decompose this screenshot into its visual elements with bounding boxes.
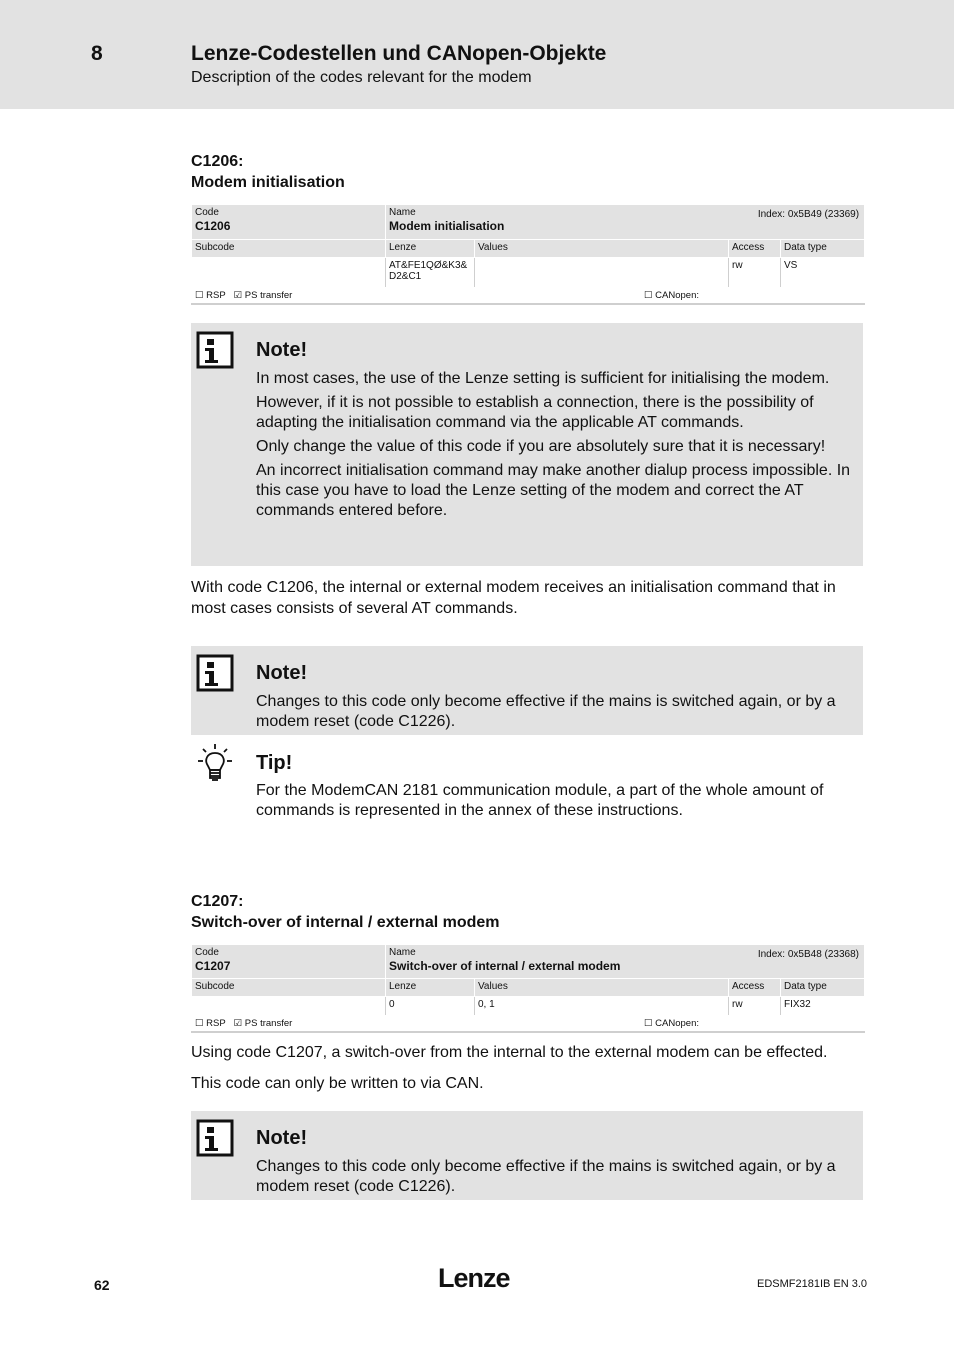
c1207-heading xyxy=(191,891,500,933)
index-value: Index: 0x5B49 (23369) xyxy=(757,209,860,220)
chapter-subtitle: Description of the codes relevant for the modem xyxy=(191,69,532,86)
info-icon xyxy=(196,331,234,369)
info-icon xyxy=(196,654,234,692)
note-heading: Note! xyxy=(256,1127,308,1149)
name-cell: Name Modem initialisation Index: 0x5B49 (23369) xyxy=(386,205,865,240)
access-header: Access xyxy=(729,979,781,997)
document-id: EDSMF2181IB EN 3.0 xyxy=(757,1278,868,1290)
access-value: rw xyxy=(729,258,781,288)
lenze-value: 0 xyxy=(386,997,475,1016)
datatype-value: VS xyxy=(781,258,865,288)
note-heading: Note! xyxy=(256,662,308,684)
note-body: Changes to this code only become effective if the mains is switched again, or by a modem reset (code C1226). xyxy=(256,1158,836,1195)
code-cell: Code C1207 xyxy=(192,945,386,979)
code-value: C1207 xyxy=(195,959,231,973)
note-paragraph: Only change the value of this code if you are absolutely sure that it is necessary! xyxy=(256,438,826,455)
subcode-header: Subcode xyxy=(192,240,386,258)
name-value: Switch-over of internal / external modem xyxy=(389,959,621,973)
canopen-checkbox: ☐ CANopen: xyxy=(644,1018,699,1029)
lenze-header: Lenze xyxy=(386,240,475,258)
c1206-code-table xyxy=(191,204,865,305)
subcode-value xyxy=(192,997,386,1016)
values-value: 0, 1 xyxy=(475,997,729,1016)
note-box-2 xyxy=(191,646,863,735)
tip-heading: Tip! xyxy=(256,752,293,774)
tip-body: For the ModemCAN 2181 communication module, a part of the whole amount of commands is represented in the annex of these instructions. xyxy=(256,782,824,819)
note-paragraph: An incorrect initialisation command may make another dialup process impossible. In this case you have to load the Lenze setting of the modem and correct the AT commands entered before. xyxy=(256,462,851,519)
note-box-1 xyxy=(191,323,863,566)
values-header: Values xyxy=(475,979,729,997)
c1207-body-text-2: This code can only be written to via CAN. xyxy=(191,1075,484,1092)
subcode-value xyxy=(192,258,386,288)
chapter-title: Lenze-Codestellen und CANopen-Objekte xyxy=(191,42,607,65)
c1206-heading-title: Modem initialisation xyxy=(191,174,345,191)
c1207-heading-title: Switch-over of internal / external modem xyxy=(191,914,500,931)
code-value: C1206 xyxy=(195,219,231,233)
tip-box xyxy=(191,740,863,830)
note-paragraph: In most cases, the use of the Lenze setting is sufficient for initialising the modem. xyxy=(256,370,830,387)
name-value: Modem initialisation xyxy=(389,219,505,233)
datatype-value: FIX32 xyxy=(781,997,865,1016)
access-header: Access xyxy=(729,240,781,258)
index-value: Index: 0x5B48 (23368) xyxy=(757,949,860,960)
access-value: rw xyxy=(729,997,781,1016)
rsp-checkbox: ☐ RSP xyxy=(195,290,226,301)
datatype-header: Data type xyxy=(781,240,865,258)
page-header xyxy=(0,0,954,109)
canopen-cell xyxy=(644,1016,865,1033)
datatype-header: Data type xyxy=(781,979,865,997)
note-body xyxy=(256,369,852,525)
lenze-header: Lenze xyxy=(386,979,475,997)
lightbulb-icon xyxy=(195,742,235,784)
values-value xyxy=(475,258,729,288)
lenze-logo: Lenze xyxy=(438,1263,510,1293)
c1207-code-table xyxy=(191,944,865,1033)
values-header: Values xyxy=(475,240,729,258)
canopen-cell xyxy=(644,288,865,305)
info-icon xyxy=(196,1119,234,1157)
chapter-number: 8 xyxy=(91,42,103,65)
c1207-body-text-1: Using code C1207, a switch-over from the internal to the external modem can be effected. xyxy=(191,1044,828,1061)
note-paragraph: However, if it is not possible to establish a connection, there is the possibility of adapting the initialisation command via the applicable AT commands. xyxy=(256,394,814,431)
c1206-heading-code: C1206: xyxy=(191,153,244,170)
name-cell: Name Switch-over of internal / external modem Index: 0x5B48 (23368) xyxy=(386,945,865,979)
lenze-value: AT&FE1QØ&K3& D2&C1 xyxy=(386,258,475,288)
note-heading: Note! xyxy=(256,339,308,361)
code-cell: Code C1206 xyxy=(192,205,386,240)
page-number: 62 xyxy=(94,1277,110,1293)
ps-transfer-checkbox: ☑ PS transfer xyxy=(233,1018,293,1029)
c1206-body-text: With code C1206, the internal or external modem receives an initialisation command that in most cases consists of several AT commands. xyxy=(191,579,836,617)
canopen-checkbox: ☐ CANopen: xyxy=(644,290,699,301)
ps-transfer-checkbox: ☑ PS transfer xyxy=(233,290,293,301)
c1206-heading xyxy=(191,151,345,193)
rsp-checkbox: ☐ RSP xyxy=(195,1018,226,1029)
subcode-header: Subcode xyxy=(192,979,386,997)
note-box-3 xyxy=(191,1111,863,1200)
c1207-heading-code: C1207: xyxy=(191,893,244,910)
note-body: Changes to this code only become effective if the mains is switched again, or by a modem reset (code C1226). xyxy=(256,693,836,730)
